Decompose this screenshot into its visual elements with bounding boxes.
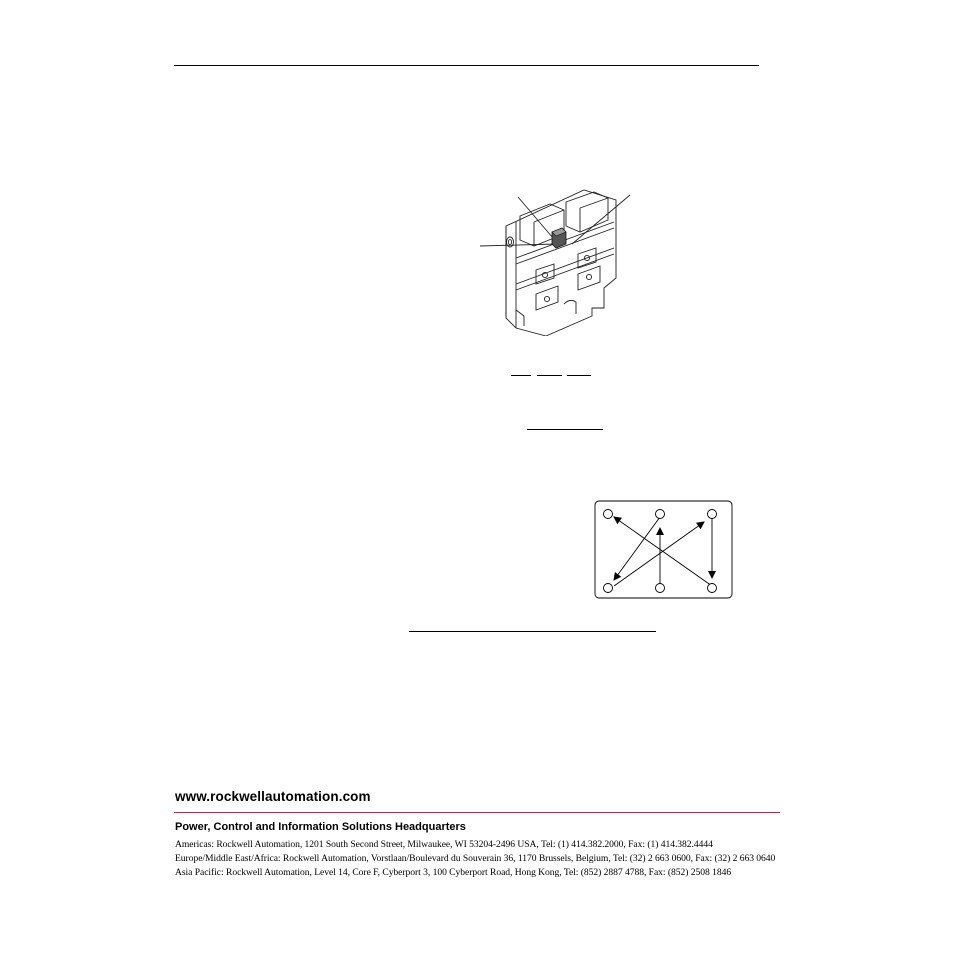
bolt-hole-bottom-right <box>708 584 717 593</box>
callout-leader-right <box>572 195 630 244</box>
terminal-block-right <box>566 192 608 232</box>
footer-rule <box>174 812 780 813</box>
callout-leader-left <box>480 244 556 246</box>
bolt-hole-bottom-left <box>604 584 613 593</box>
power-module-illustration <box>480 186 640 336</box>
bolt-hole-top-center <box>656 510 665 519</box>
footer-website[interactable]: www.rockwellautomation.com <box>175 789 371 804</box>
footer-address-asia-pacific: Asia Pacific: Rockwell Automation, Level 14, Core F, Cyberport 3, 100 Cyberport Road, Hong Kong, Tel: (852) 2887 4788, Fax: (852) 2508 1846 <box>175 867 732 878</box>
bolt-hole-top-left <box>604 510 613 519</box>
terminal-3 <box>536 286 558 310</box>
terminal-1 <box>536 264 554 284</box>
module-outline <box>506 190 616 336</box>
blank-field-4 <box>527 429 603 430</box>
blank-field-3 <box>567 375 591 376</box>
blank-field-2 <box>537 375 562 376</box>
tightening-sequence-diagram <box>594 500 734 600</box>
footer-headquarters-title: Power, Control and Information Solutions Headquarters <box>175 821 466 833</box>
blank-field-5 <box>409 631 656 632</box>
footer-address-emea: Europe/Middle East/Africa: Rockwell Automation, Vorstlaan/Boulevard du Souverain 36, 1170 Brussels, Belgium, Tel: (32) 2 663 0600, Fax: (32) 2 663 0640 <box>175 853 776 864</box>
callout-leader-top <box>518 197 553 238</box>
terminal-4 <box>578 266 600 290</box>
header-rule <box>174 65 759 66</box>
footer-address-americas: Americas: Rockwell Automation, 1201 South Second Street, Milwaukee, WI 53204-2496 USA, Tel: (1) 414.382.2000, Fax: (1) 414.382.4444 <box>175 839 713 850</box>
blank-field-1 <box>511 375 531 376</box>
bolt-hole-top-right <box>708 510 717 519</box>
bolt-hole-bottom-center <box>656 584 665 593</box>
